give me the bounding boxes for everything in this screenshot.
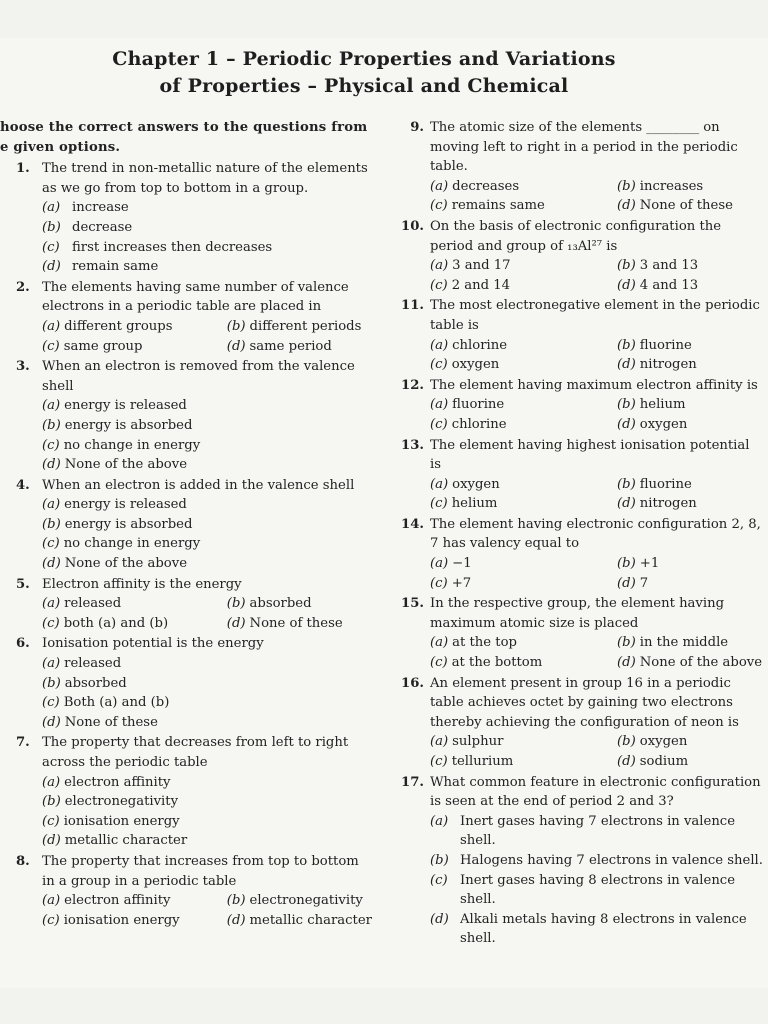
option-label: (d) — [42, 833, 61, 849]
answer-option — [42, 773, 372, 793]
option-label: (d) — [617, 416, 636, 432]
option-label: (c) — [42, 615, 60, 631]
option-text: helium — [639, 397, 686, 413]
option-label: (d) — [617, 357, 636, 373]
answer-option — [42, 238, 372, 258]
question-number: 3. — [16, 359, 30, 375]
option-label: (c) — [430, 198, 448, 214]
question-number: 15. — [401, 596, 424, 612]
question-text: The elements having same number of valence electrons in a periodic table are placed in — [42, 279, 349, 315]
option-label: (c) — [42, 239, 60, 255]
answer-option — [430, 732, 617, 752]
question-item — [0, 159, 372, 277]
answer-option — [430, 415, 617, 435]
option-label: (b) — [617, 258, 636, 274]
option-text: +1 — [639, 556, 660, 572]
option-list — [430, 732, 764, 771]
option-text: decreases — [452, 178, 520, 194]
answer-option — [430, 494, 617, 514]
option-label: (b) — [617, 476, 636, 492]
question-text: The property that increases from top to bottom in a group in a periodic table — [42, 853, 359, 889]
answer-option — [227, 614, 372, 634]
option-text: both (a) and (b) — [63, 615, 169, 631]
answer-option — [617, 336, 764, 356]
option-list — [430, 554, 764, 593]
option-text: oxygen — [639, 734, 688, 750]
option-label: (b) — [42, 675, 61, 691]
option-text: sulphur — [452, 734, 504, 750]
option-label: (d) — [42, 714, 61, 730]
instructions: hoose the correct answers to the questions from e given options. — [0, 120, 368, 155]
option-text: helium — [451, 496, 498, 512]
answer-option — [227, 337, 372, 357]
answer-option — [617, 177, 764, 197]
option-text: same period — [249, 338, 332, 354]
option-text: same group — [63, 338, 143, 354]
option-text: electronegativity — [249, 893, 363, 909]
option-text: electronegativity — [64, 794, 179, 810]
question-number: 4. — [16, 477, 30, 493]
option-text: remains same — [451, 198, 545, 214]
answer-option — [42, 554, 372, 574]
question-number: 17. — [401, 774, 424, 790]
option-text: −1 — [452, 556, 472, 572]
question-item — [398, 594, 764, 672]
option-text: released — [64, 656, 122, 672]
question-text: The trend in non-metallic nature of the elements as we go from top to bottom in a group. — [42, 161, 368, 196]
option-text: energy is absorbed — [64, 516, 193, 532]
question-list-right — [398, 118, 764, 949]
answer-option — [42, 257, 372, 277]
answer-option — [42, 614, 227, 634]
answer-option — [430, 554, 617, 574]
option-list — [42, 891, 372, 930]
option-label: (a) — [42, 497, 61, 513]
option-text: metallic character — [249, 912, 372, 928]
option-label: (d) — [42, 259, 61, 275]
option-text: released — [64, 596, 122, 612]
option-label: (d) — [226, 912, 246, 928]
question-text: The atomic size of the elements ________ on moving left to right in a period in the periodic table. — [430, 120, 738, 175]
option-text: nitrogen — [639, 496, 697, 512]
option-text: energy is released — [64, 398, 187, 414]
question-text: What common feature in electronic configuration is seen at the end of period 2 and 3? — [430, 774, 761, 810]
option-label: (d) — [617, 496, 636, 512]
option-label: (d) — [42, 556, 61, 572]
left-column — [0, 118, 372, 931]
question-text: The element having highest ionisation potential is — [430, 437, 750, 473]
option-label: (d) — [430, 911, 449, 927]
option-text: metallic character — [64, 833, 188, 849]
answer-option — [430, 910, 764, 949]
option-text: None of these — [64, 714, 158, 730]
option-text: no change in energy — [63, 437, 201, 453]
question-item — [398, 217, 764, 295]
option-text: different periods — [249, 318, 362, 334]
option-text: ionisation energy — [63, 813, 180, 829]
option-label: (a) — [430, 813, 449, 829]
question-text: Electron affinity is the energy — [42, 576, 242, 592]
option-label: (c) — [430, 496, 448, 512]
question-number: 11. — [401, 298, 424, 314]
option-label: (b) — [226, 596, 246, 612]
question-item — [0, 575, 372, 634]
option-text: at the bottom — [451, 655, 543, 671]
answer-option — [430, 336, 617, 356]
option-label: (a) — [430, 476, 449, 492]
option-text: None of these — [639, 198, 733, 214]
chapter-title-line-2: of Properties – Physical and Chemical — [159, 75, 569, 97]
question-text: The element having maximum electron affinity is — [430, 377, 758, 393]
answer-option — [227, 891, 372, 911]
option-label: (c) — [430, 575, 448, 591]
question-number: 14. — [401, 516, 424, 532]
answer-option — [42, 792, 372, 812]
answer-option — [617, 554, 764, 574]
question-text: An element present in group 16 in a periodic table achieves octet by gaining two electrons thereby achieving the configuration of neon is — [430, 675, 739, 730]
answer-option — [42, 198, 372, 218]
answer-option — [430, 851, 764, 871]
option-label: (d) — [617, 655, 636, 671]
question-number: 16. — [401, 675, 424, 691]
answer-option — [617, 355, 764, 375]
option-label: (c) — [430, 357, 448, 373]
option-label: (a) — [42, 893, 61, 909]
question-text: In the respective group, the element having maximum atomic size is placed — [430, 596, 725, 631]
question-item — [398, 118, 764, 216]
answer-option — [42, 436, 372, 456]
answer-option — [617, 475, 764, 495]
answer-option — [42, 831, 372, 851]
option-list — [42, 773, 372, 851]
option-list — [430, 177, 764, 216]
option-text: Inert gases having 8 electrons in valence shell. — [460, 872, 735, 908]
question-text: The element having electronic configuration 2, 8, 7 has valency equal to — [430, 516, 761, 552]
answer-option — [430, 633, 617, 653]
answer-option — [617, 494, 764, 514]
option-label: (a) — [430, 337, 449, 353]
answer-option — [617, 395, 764, 415]
right-column — [398, 118, 764, 950]
option-label: (b) — [617, 635, 636, 651]
option-text: 7 — [639, 575, 649, 591]
option-text: absorbed — [64, 675, 127, 691]
option-list — [430, 336, 764, 375]
option-label: (c) — [42, 813, 60, 829]
option-text: no change in energy — [63, 536, 201, 552]
answer-option — [617, 752, 764, 772]
option-label: (d) — [42, 457, 61, 473]
answer-option — [617, 633, 764, 653]
option-label: (c) — [430, 872, 448, 888]
option-text: None of the above — [64, 457, 188, 473]
question-number: 2. — [16, 279, 30, 295]
answer-option — [42, 218, 372, 238]
option-label: (b) — [617, 734, 636, 750]
option-text: increases — [639, 178, 704, 194]
option-list — [430, 475, 764, 514]
option-list — [42, 198, 372, 276]
question-text: When an electron is removed from the valence shell — [42, 359, 355, 394]
option-list — [430, 633, 764, 672]
answer-option — [430, 653, 617, 673]
option-label: (d) — [617, 575, 636, 591]
answer-option — [617, 256, 764, 276]
option-label: (b) — [430, 852, 449, 868]
answer-option — [430, 475, 617, 495]
option-label: (d) — [226, 615, 246, 631]
option-label: (a) — [430, 178, 449, 194]
option-label: (c) — [430, 277, 448, 293]
option-text: Halogens having 7 electrons in valence shell. — [460, 852, 763, 868]
option-text: in the middle — [639, 635, 729, 651]
question-item — [0, 634, 372, 732]
option-text: 3 and 17 — [452, 258, 511, 274]
question-number: 13. — [401, 437, 424, 453]
answer-option — [42, 812, 372, 832]
answer-option — [617, 653, 764, 673]
option-text: nitrogen — [639, 357, 697, 373]
question-item — [398, 515, 764, 593]
option-label: (b) — [42, 794, 61, 810]
option-label: (a) — [42, 200, 61, 216]
option-text: oxygen — [451, 357, 500, 373]
answer-option — [430, 256, 617, 276]
option-label: (c) — [430, 416, 448, 432]
option-text: increase — [72, 200, 129, 216]
option-text: 4 and 13 — [639, 277, 699, 293]
answer-option — [430, 177, 617, 197]
question-item — [0, 357, 372, 475]
option-text: 3 and 13 — [639, 258, 699, 274]
question-number: 6. — [16, 636, 30, 652]
option-text: None of the above — [639, 655, 763, 671]
option-text: None of the above — [64, 556, 188, 572]
question-text: Ionisation potential is the energy — [42, 636, 264, 652]
answer-option — [42, 495, 372, 515]
question-number: 9. — [410, 120, 424, 135]
option-label: (c) — [42, 695, 60, 711]
question-item — [0, 476, 372, 574]
answer-option — [430, 574, 617, 594]
question-number: 7. — [16, 735, 30, 751]
answer-option — [430, 871, 764, 910]
option-label: (c) — [430, 655, 448, 671]
option-text: absorbed — [249, 596, 312, 612]
option-text: fluorine — [639, 337, 692, 353]
question-list-left — [0, 159, 372, 930]
option-list — [430, 812, 764, 949]
answer-option — [430, 196, 617, 216]
answer-option — [430, 752, 617, 772]
question-item — [398, 376, 764, 435]
question-number: 10. — [401, 218, 424, 234]
option-label: (a) — [430, 635, 449, 651]
option-list — [42, 654, 372, 732]
option-text: sodium — [639, 754, 689, 769]
option-text: Inert gases having 7 electrons in valence shell. — [460, 813, 735, 849]
answer-option — [227, 911, 372, 931]
answer-option — [42, 693, 372, 713]
question-item — [398, 674, 764, 772]
option-text: electron affinity — [64, 774, 171, 790]
answer-option — [430, 812, 764, 851]
option-label: (a) — [430, 397, 449, 413]
option-text: chlorine — [452, 337, 508, 353]
option-list — [42, 594, 372, 633]
answer-option — [617, 415, 764, 435]
option-label: (d) — [617, 198, 636, 214]
answer-option — [42, 891, 227, 911]
option-text: energy is absorbed — [64, 417, 193, 433]
question-item — [0, 278, 372, 356]
option-list — [430, 256, 764, 295]
option-label: (d) — [226, 338, 246, 354]
option-text: chlorine — [451, 416, 507, 432]
option-text: oxygen — [452, 476, 500, 492]
option-list — [42, 396, 372, 474]
option-text: None of these — [249, 615, 343, 631]
answer-option — [42, 455, 372, 475]
option-text: Both (a) and (b) — [63, 695, 170, 711]
option-list — [42, 317, 372, 356]
answer-option — [42, 317, 227, 337]
option-text: electron affinity — [64, 893, 171, 909]
option-text: decrease — [72, 219, 133, 235]
question-item — [0, 733, 372, 851]
option-text: +7 — [451, 575, 472, 591]
option-label: (b) — [226, 318, 246, 334]
answer-option — [430, 395, 617, 415]
answer-option — [42, 713, 372, 733]
answer-option — [430, 276, 617, 296]
question-text: On the basis of electronic configuration the period and group of ₁₃Al²⁷ is — [430, 218, 722, 254]
answer-option — [42, 396, 372, 416]
option-label: (a) — [430, 258, 449, 274]
option-label: (b) — [617, 556, 636, 572]
answer-option — [227, 317, 372, 337]
answer-option — [617, 196, 764, 216]
question-text: When an electron is added in the valence shell — [42, 477, 355, 493]
option-label: (b) — [617, 397, 636, 413]
option-label: (b) — [42, 417, 61, 433]
answer-option — [42, 674, 372, 694]
option-text: fluorine — [452, 397, 505, 413]
option-label: (a) — [42, 318, 61, 334]
option-text: oxygen — [639, 416, 688, 432]
answer-option — [227, 594, 372, 614]
option-text: Alkali metals having 8 electrons in valence shell. — [460, 911, 747, 947]
answer-option — [617, 574, 764, 594]
option-text: 2 and 14 — [451, 277, 511, 293]
option-text: first increases then decreases — [72, 239, 273, 255]
answer-option — [42, 337, 227, 357]
option-label: (d) — [617, 277, 636, 293]
option-text: energy is released — [64, 497, 187, 513]
answer-option — [42, 515, 372, 535]
option-label: (b) — [42, 219, 61, 235]
answer-option — [42, 654, 372, 674]
option-text: tellurium — [451, 754, 514, 769]
option-label: (a) — [42, 596, 61, 612]
question-item — [0, 852, 372, 930]
answer-option — [430, 355, 617, 375]
question-text: The property that decreases from left to right across the periodic table — [42, 735, 349, 770]
question-text: The most electronegative element in the periodic table is — [430, 298, 760, 333]
answer-option — [617, 732, 764, 752]
option-label: (c) — [42, 536, 60, 552]
option-label: (a) — [430, 734, 449, 750]
answer-option — [617, 276, 764, 296]
option-text: fluorine — [639, 476, 692, 492]
chapter-title-line-1: Chapter 1 – Periodic Properties and Variations — [112, 48, 616, 70]
option-label: (c) — [42, 437, 60, 453]
option-text: remain same — [72, 259, 159, 275]
chapter-title — [0, 46, 728, 100]
option-label: (a) — [42, 656, 61, 672]
option-text: ionisation energy — [63, 912, 180, 928]
option-label: (b) — [617, 178, 636, 194]
answer-option — [42, 911, 227, 931]
answer-option — [42, 416, 372, 436]
option-label: (b) — [226, 893, 246, 909]
question-number: 1. — [16, 161, 30, 177]
question-number: 8. — [16, 853, 30, 869]
option-label: (b) — [42, 516, 61, 532]
textbook-page — [0, 38, 768, 988]
option-label: (c) — [42, 338, 60, 354]
answer-option — [42, 594, 227, 614]
question-item — [398, 296, 764, 374]
question-number: 12. — [401, 377, 424, 393]
option-list — [430, 395, 764, 434]
option-list — [42, 495, 372, 573]
answer-option — [42, 534, 372, 554]
option-label: (a) — [42, 398, 61, 414]
option-text: at the top — [452, 635, 517, 651]
option-label: (d) — [617, 754, 636, 769]
question-item — [398, 773, 764, 949]
question-number: 5. — [16, 576, 30, 592]
option-label: (c) — [42, 912, 60, 928]
question-item — [398, 436, 764, 514]
option-label: (a) — [42, 774, 61, 790]
option-text: different groups — [64, 318, 173, 334]
option-label: (b) — [617, 337, 636, 353]
option-label: (a) — [430, 556, 449, 572]
option-label: (c) — [430, 754, 448, 769]
